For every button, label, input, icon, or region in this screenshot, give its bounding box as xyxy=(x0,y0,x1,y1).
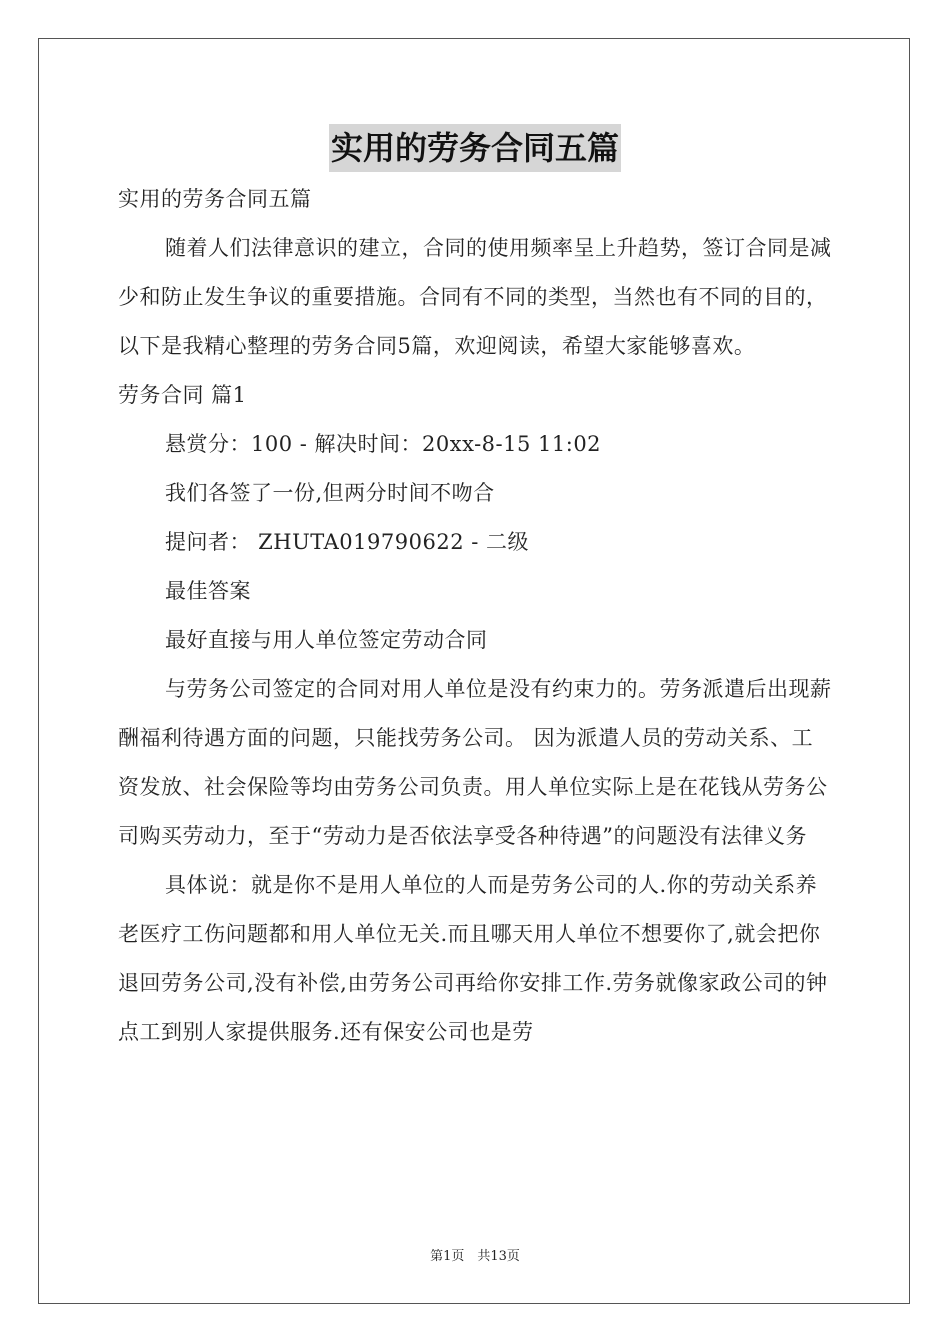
section-heading: 劳务合同 篇1 xyxy=(118,383,247,407)
paragraph-reward-info: 悬赏分：100 - 解决时间：20xx-8-15 11:02 xyxy=(165,432,602,456)
paragraph-best-answer-label: 最佳答案 xyxy=(165,579,251,603)
page-number-footer: 第1页 共13页 xyxy=(430,1249,520,1264)
paragraph-specific-explanation: 具体说：就是你不是用人单位的人而是劳务公司的人.你的劳动关系养老医疗工伤问题都和用人单位无关.而且哪天用人单位不想要你了,就会把你退回劳务公司,没有补偿,由劳务公司再给你安排工作.劳务就像家政公司的钟点工到别人家提供服务.还有保安公司也是劳 xyxy=(118,873,828,1044)
document-title: 实用的劳务合同五篇 xyxy=(329,124,621,172)
title-container xyxy=(0,124,950,172)
paragraph-question: 我们各签了一份,但两分时间不吻合 xyxy=(165,481,495,505)
paragraph-intro: 随着人们法律意识的建立，合同的使用频率呈上升趋势，签订合同是减少和防止发生争议的重要措施。合同有不同的类型，当然也有不同的目的，以下是我精心整理的劳务合同5篇，欢迎阅读，希望大家能够喜欢。 xyxy=(118,236,832,358)
document-body xyxy=(118,175,834,1057)
paragraph-answer-detail: 与劳务公司签定的合同对用人单位是没有约束力的。劳务派遣后出现薪酬福利待遇方面的问题，只能找劳务公司。 因为派遣人员的劳动关系、工资发放、社会保险等均由劳务公司负责。用人单位实际上是在花钱从劳务公司购买劳动力，至于“劳动力是否依法享受各种待遇”的问题没有法律义务 xyxy=(118,677,832,848)
paragraph-answer-summary: 最好直接与用人单位签定劳动合同 xyxy=(165,628,488,652)
paragraph-subtitle: 实用的劳务合同五篇 xyxy=(118,187,312,211)
paragraph-asker: 提问者： ZHUTA019790622 - 二级 xyxy=(165,530,529,554)
